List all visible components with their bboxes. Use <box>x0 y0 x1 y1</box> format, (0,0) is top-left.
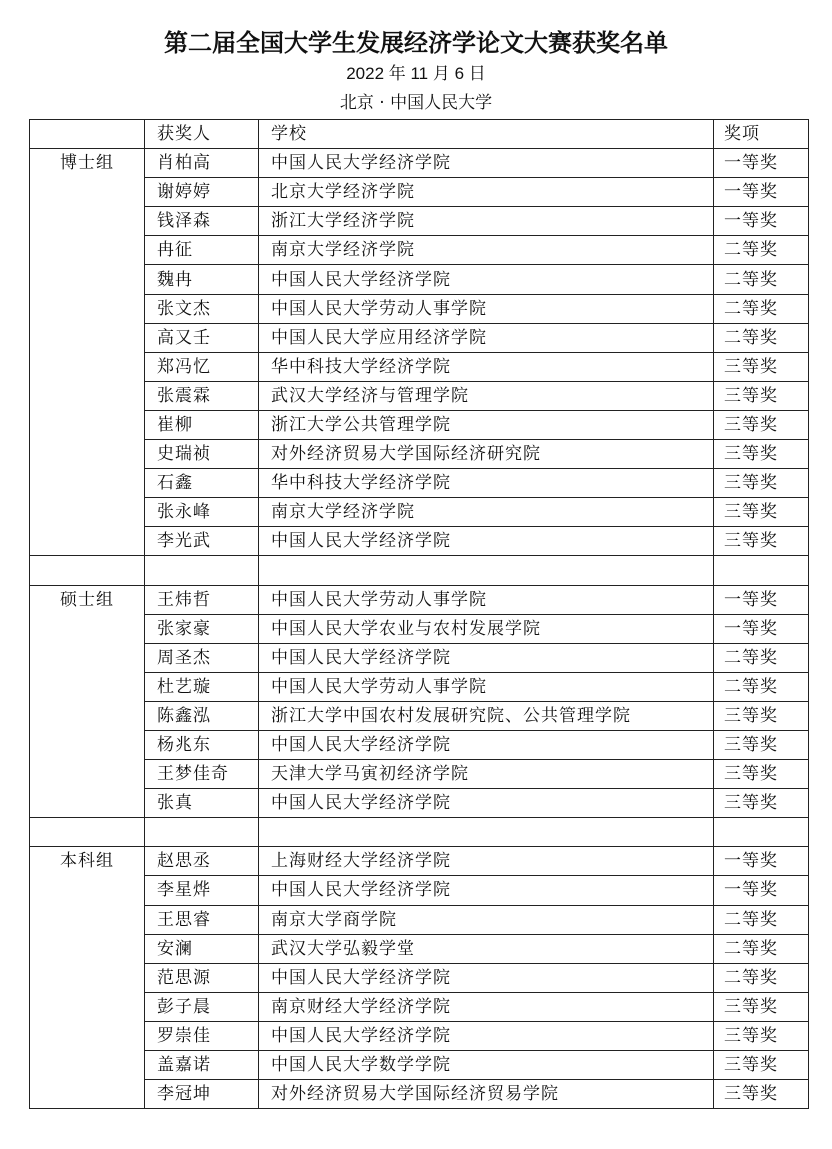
school-name: 中国人民大学农业与农村发展学院 <box>259 614 714 643</box>
school-name: 浙江大学公共管理学院 <box>259 410 714 439</box>
award-level: 一等奖 <box>714 149 809 178</box>
award-level: 二等奖 <box>714 963 809 992</box>
award-level: 二等奖 <box>714 934 809 963</box>
winner-name: 钱泽森 <box>145 207 259 236</box>
table-row <box>30 905 809 934</box>
award-level: 三等奖 <box>714 701 809 730</box>
spacer-cell <box>30 818 145 847</box>
header-award: 奖项 <box>714 120 809 149</box>
winner-name: 史瑞祯 <box>145 440 259 469</box>
table-row <box>30 1021 809 1050</box>
award-level: 一等奖 <box>714 585 809 614</box>
award-level: 三等奖 <box>714 760 809 789</box>
table-row <box>30 963 809 992</box>
table-row <box>30 381 809 410</box>
school-name: 华中科技大学经济学院 <box>259 469 714 498</box>
winner-name: 崔柳 <box>145 410 259 439</box>
award-level: 三等奖 <box>714 410 809 439</box>
spacer-cell <box>714 818 809 847</box>
table-row <box>30 178 809 207</box>
winner-name: 高又壬 <box>145 323 259 352</box>
winner-name: 陈鑫泓 <box>145 701 259 730</box>
table-row <box>30 672 809 701</box>
school-name: 北京大学经济学院 <box>259 178 714 207</box>
page-title: 第二届全国大学生发展经济学论文大赛获奖名单 <box>164 29 668 57</box>
award-level: 一等奖 <box>714 876 809 905</box>
table-row <box>30 294 809 323</box>
table-header-row <box>30 120 809 149</box>
award-level: 三等奖 <box>714 440 809 469</box>
school-name: 中国人民大学经济学院 <box>259 963 714 992</box>
table-row <box>30 614 809 643</box>
school-name: 中国人民大学应用经济学院 <box>259 323 714 352</box>
winner-name: 赵思丞 <box>145 847 259 876</box>
school-name: 武汉大学弘毅学堂 <box>259 934 714 963</box>
event-location: 北京 · 中国人民大学 <box>339 93 493 113</box>
school-name: 中国人民大学经济学院 <box>259 1021 714 1050</box>
table-row <box>30 701 809 730</box>
spacer-cell <box>714 556 809 585</box>
school-name: 中国人民大学经济学院 <box>259 149 714 178</box>
school-name: 中国人民大学经济学院 <box>259 643 714 672</box>
award-level: 一等奖 <box>714 614 809 643</box>
table-row <box>30 265 809 294</box>
header-group <box>30 120 145 149</box>
spacer-cell <box>145 818 259 847</box>
award-table-body <box>30 120 809 1109</box>
winner-name: 肖柏高 <box>145 149 259 178</box>
award-table <box>29 119 809 1109</box>
school-name: 浙江大学经济学院 <box>259 207 714 236</box>
spacer-row <box>30 818 809 847</box>
table-row <box>30 876 809 905</box>
award-level: 二等奖 <box>714 265 809 294</box>
award-level: 三等奖 <box>714 1051 809 1080</box>
table-row <box>30 498 809 527</box>
table-row <box>30 236 809 265</box>
school-name: 武汉大学经济与管理学院 <box>259 381 714 410</box>
spacer-cell <box>30 556 145 585</box>
header-school: 学校 <box>259 120 714 149</box>
table-row <box>30 207 809 236</box>
winner-name: 王梦佳奇 <box>145 760 259 789</box>
winner-name: 彭子晨 <box>145 992 259 1021</box>
table-row <box>30 527 809 556</box>
spacer-cell <box>259 556 714 585</box>
award-level: 三等奖 <box>714 1021 809 1050</box>
school-name: 上海财经大学经济学院 <box>259 847 714 876</box>
winner-name: 魏冉 <box>145 265 259 294</box>
school-name: 天津大学马寅初经济学院 <box>259 760 714 789</box>
school-name: 华中科技大学经济学院 <box>259 352 714 381</box>
school-name: 中国人民大学劳动人事学院 <box>259 294 714 323</box>
table-row <box>30 992 809 1021</box>
group-name: 本科组 <box>30 847 145 1109</box>
winner-name: 谢婷婷 <box>145 178 259 207</box>
group-name: 硕士组 <box>30 585 145 818</box>
school-name: 中国人民大学经济学院 <box>259 876 714 905</box>
group-name: 博士组 <box>30 149 145 556</box>
award-level: 一等奖 <box>714 847 809 876</box>
winner-name: 周圣杰 <box>145 643 259 672</box>
award-level: 二等奖 <box>714 672 809 701</box>
winner-name: 安澜 <box>145 934 259 963</box>
school-name: 中国人民大学经济学院 <box>259 265 714 294</box>
award-level: 三等奖 <box>714 352 809 381</box>
winner-name: 罗崇佳 <box>145 1021 259 1050</box>
winner-name: 王思睿 <box>145 905 259 934</box>
award-level: 二等奖 <box>714 323 809 352</box>
winner-name: 张家豪 <box>145 614 259 643</box>
school-name: 中国人民大学劳动人事学院 <box>259 672 714 701</box>
school-name: 南京财经大学经济学院 <box>259 992 714 1021</box>
event-date: 2022 年 11 月 6 日 <box>346 64 486 83</box>
award-level: 三等奖 <box>714 992 809 1021</box>
winner-name: 李星烨 <box>145 876 259 905</box>
header-winner: 获奖人 <box>145 120 259 149</box>
winner-name: 张震霖 <box>145 381 259 410</box>
award-level: 二等奖 <box>714 294 809 323</box>
school-name: 对外经济贸易大学国际经济贸易学院 <box>259 1080 714 1109</box>
award-level: 三等奖 <box>714 498 809 527</box>
school-name: 中国人民大学经济学院 <box>259 789 714 818</box>
school-name: 中国人民大学经济学院 <box>259 527 714 556</box>
table-row <box>30 149 809 178</box>
winner-name: 张文杰 <box>145 294 259 323</box>
winner-name: 郑冯忆 <box>145 352 259 381</box>
winner-name: 杜艺璇 <box>145 672 259 701</box>
award-level: 三等奖 <box>714 527 809 556</box>
spacer-cell <box>145 556 259 585</box>
school-name: 中国人民大学经济学院 <box>259 730 714 759</box>
school-name: 中国人民大学劳动人事学院 <box>259 585 714 614</box>
spacer-cell <box>259 818 714 847</box>
table-row <box>30 1080 809 1109</box>
table-row <box>30 847 809 876</box>
table-row <box>30 934 809 963</box>
winner-name: 张真 <box>145 789 259 818</box>
table-row <box>30 440 809 469</box>
award-level: 二等奖 <box>714 236 809 265</box>
winner-name: 张永峰 <box>145 498 259 527</box>
table-row <box>30 760 809 789</box>
winner-name: 杨兆东 <box>145 730 259 759</box>
award-level: 三等奖 <box>714 381 809 410</box>
table-row <box>30 469 809 498</box>
school-name: 浙江大学中国农村发展研究院、公共管理学院 <box>259 701 714 730</box>
award-level: 二等奖 <box>714 643 809 672</box>
school-name: 南京大学经济学院 <box>259 498 714 527</box>
table-row <box>30 1051 809 1080</box>
winner-name: 李冠坤 <box>145 1080 259 1109</box>
winner-name: 石鑫 <box>145 469 259 498</box>
spacer-row <box>30 556 809 585</box>
award-level: 三等奖 <box>714 469 809 498</box>
award-level: 一等奖 <box>714 207 809 236</box>
award-level: 二等奖 <box>714 905 809 934</box>
winner-name: 冉征 <box>145 236 259 265</box>
award-level: 三等奖 <box>714 789 809 818</box>
winner-name: 盖嘉诺 <box>145 1051 259 1080</box>
table-row <box>30 730 809 759</box>
table-row <box>30 585 809 614</box>
school-name: 南京大学商学院 <box>259 905 714 934</box>
school-name: 南京大学经济学院 <box>259 236 714 265</box>
winner-name: 范思源 <box>145 963 259 992</box>
table-row <box>30 789 809 818</box>
school-name: 对外经济贸易大学国际经济研究院 <box>259 440 714 469</box>
school-name: 中国人民大学数学学院 <box>259 1051 714 1080</box>
winner-name: 王炜哲 <box>145 585 259 614</box>
table-row <box>30 352 809 381</box>
award-level: 三等奖 <box>714 1080 809 1109</box>
table-row <box>30 410 809 439</box>
award-level: 一等奖 <box>714 178 809 207</box>
table-row <box>30 323 809 352</box>
award-level: 三等奖 <box>714 730 809 759</box>
table-row <box>30 643 809 672</box>
winner-name: 李光武 <box>145 527 259 556</box>
